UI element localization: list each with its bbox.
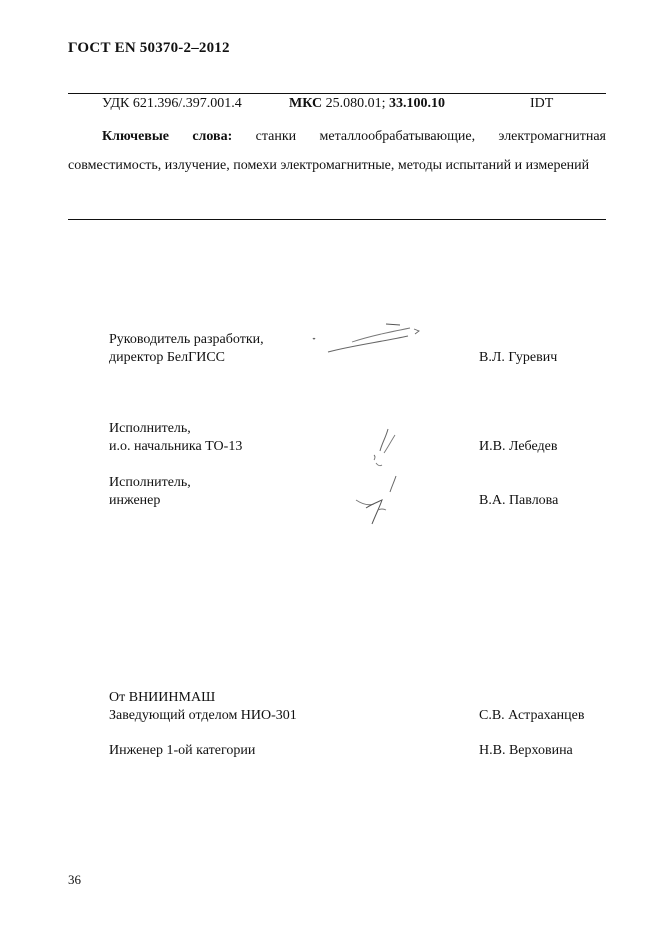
position-line: Исполнитель, xyxy=(109,475,191,490)
mks-bold-code: 33.100.10 xyxy=(389,96,446,111)
mks-codes xyxy=(289,96,445,112)
position-line: директор БелГИСС xyxy=(109,350,225,365)
signatory-executor-1-name: И.В. Лебедев xyxy=(479,439,558,454)
signatory-executor-1-position xyxy=(109,420,242,456)
keywords-paragraph xyxy=(68,122,606,180)
mks-code-list: 25.080.01; xyxy=(325,96,386,111)
organization-name: От ВНИИНМАШ xyxy=(109,690,216,705)
top-rule xyxy=(68,93,606,94)
position-line: инженер xyxy=(109,493,161,508)
signatory-executor-2-name: В.А. Павлова xyxy=(479,493,559,508)
signatory-engineer-name: Н.В. Верховина xyxy=(479,743,573,758)
signature-gurevich xyxy=(310,318,425,358)
signatory-department-head-position: Заведующий отделом НИО-301 xyxy=(109,708,297,723)
bottom-rule xyxy=(68,219,606,220)
signatory-belgiss-lead-position xyxy=(109,331,264,367)
page-number: 36 xyxy=(68,872,81,887)
signature-lebedev xyxy=(362,425,407,475)
signatory-engineer-position: Инженер 1-ой категории xyxy=(109,743,256,758)
standard-code: ГОСТ EN 50370-2–2012 xyxy=(68,40,230,56)
equivalence-degree: IDT xyxy=(530,96,554,111)
position-line: и.о. начальника ТО-13 xyxy=(109,439,243,454)
signatory-department-head-name: С.В. Астраханцев xyxy=(479,708,585,723)
signatory-belgiss-lead-name: В.Л. Гуревич xyxy=(479,350,558,365)
udc-code: УДК 621.396/.397.001.4 xyxy=(102,96,242,111)
position-line: Исполнитель, xyxy=(109,421,191,436)
mks-label: МКС xyxy=(289,96,323,111)
keywords-text: станки металлообрабатывающие, электромагнитная совместимость, излучение, помехи электромагнитные, методы испытаний и измерений xyxy=(68,129,606,173)
signature-pavlova xyxy=(352,470,412,530)
signatory-executor-2-position xyxy=(109,474,191,510)
position-line: Руководитель разработки, xyxy=(109,332,264,347)
keywords-label: Ключевые слова: xyxy=(102,129,233,144)
